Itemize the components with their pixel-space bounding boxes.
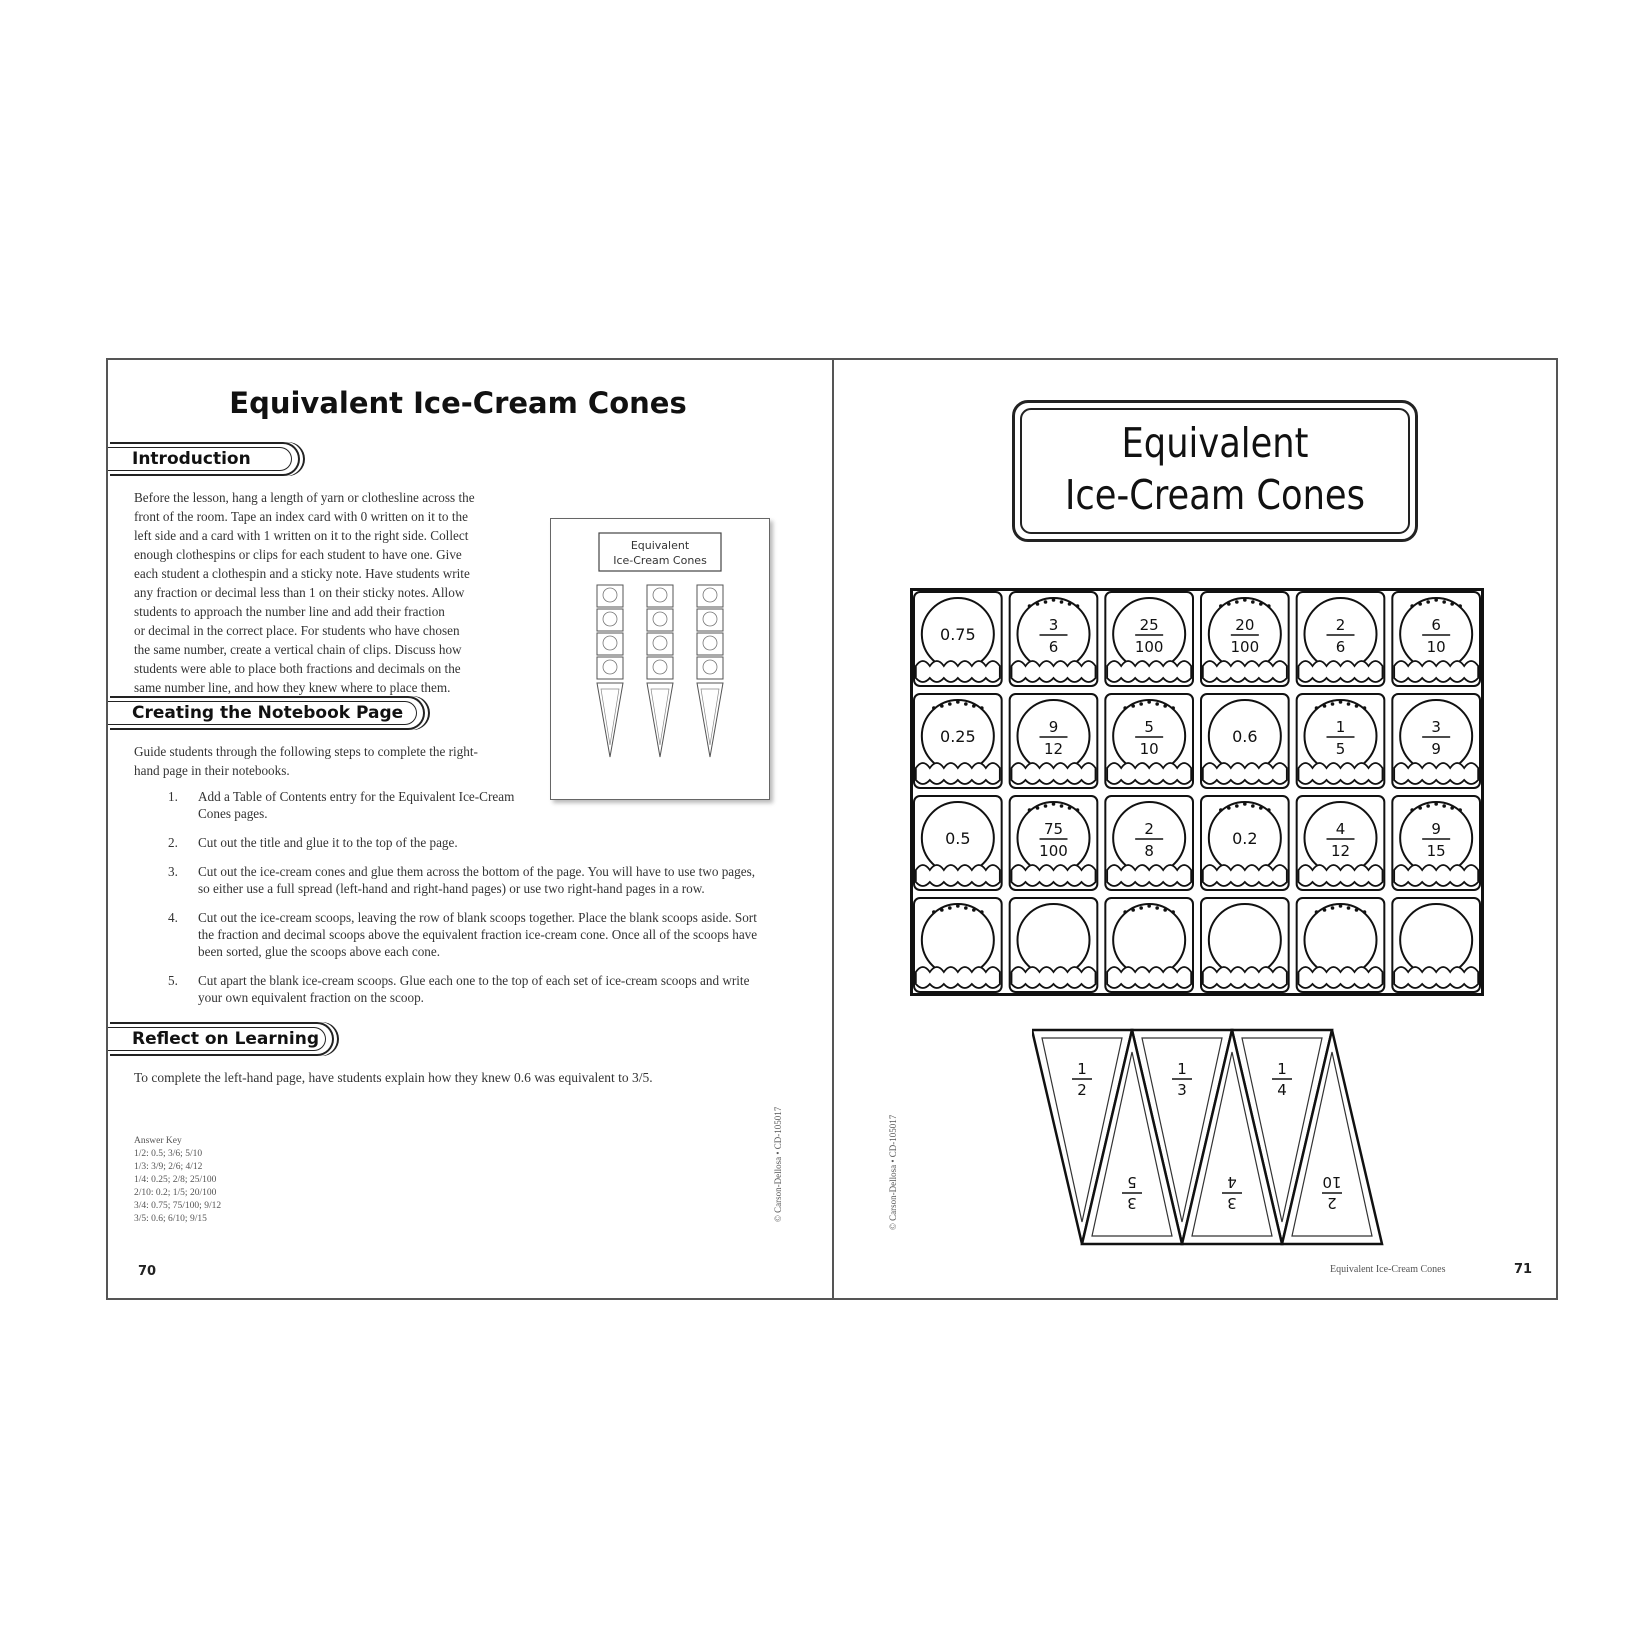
cone-denominator: 4: [1227, 1173, 1237, 1191]
cone-denominator: 3: [1177, 1081, 1187, 1099]
scoop-card: [1392, 898, 1480, 992]
intro-line: Before the lesson, hang a length of yarn or clothesline across the: [134, 490, 475, 505]
sprinkle: [1131, 704, 1135, 708]
thumbnail-cone: [647, 683, 673, 757]
numerator: 5: [1144, 718, 1154, 736]
numerator: 6: [1431, 616, 1441, 634]
step-item: [168, 909, 768, 960]
sprinkle: [1036, 806, 1040, 810]
sprinkle: [956, 904, 960, 908]
scoop-ball: [1018, 598, 1090, 670]
denominator: 100: [1230, 638, 1260, 656]
intro-line: front of the room. Tape an index card with 0 written on it to the: [134, 509, 468, 524]
scoop-card: [914, 796, 1002, 890]
cone-numerator: 1: [1177, 1060, 1187, 1078]
sprinkle: [1155, 702, 1159, 706]
numerator: 2: [1335, 616, 1346, 634]
thumbnail-title-1: Equivalent: [630, 539, 690, 552]
denominator: 9: [1431, 740, 1441, 758]
cone-denominator: 4: [1277, 1081, 1287, 1099]
scoop-card: [1105, 592, 1193, 686]
sprinkle: [980, 910, 984, 914]
sprinkle: [1450, 602, 1454, 606]
sprinkle: [932, 706, 936, 710]
denominator: 12: [1330, 842, 1351, 860]
answer-key-line: 1/3: 3/9; 2/6; 4/12: [134, 1162, 203, 1172]
sprinkle: [1219, 808, 1223, 812]
sprinkle: [1044, 600, 1048, 604]
answer-key-line: 1/4: 0.25; 2/8; 25/100: [134, 1175, 217, 1185]
sprinkle: [1442, 600, 1446, 604]
scoop-ball: [1209, 598, 1281, 670]
left-page: [108, 360, 834, 1298]
sprinkle: [1243, 802, 1247, 806]
sprinkle: [1355, 704, 1359, 708]
decimal-label: 0.2: [1232, 829, 1258, 848]
scoop-ball: [1305, 904, 1377, 976]
decimal-label: 0.6: [1232, 727, 1258, 746]
scoop-ball: [1305, 598, 1377, 670]
reflect-heading: Reflect on Learning: [132, 1029, 319, 1049]
step-number: 2.: [168, 835, 178, 850]
numerator: 9: [1431, 820, 1441, 838]
sprinkle: [1251, 600, 1255, 604]
sprinkle: [1068, 602, 1072, 606]
scoop-card: [1297, 694, 1385, 788]
intro-line: the same number, create a vertical chain of clips. Discuss how: [134, 642, 462, 657]
sprinkle: [1068, 806, 1072, 810]
denominator: 100: [1134, 638, 1164, 656]
copyright-right: © Carson-Dellosa • CD-105017: [888, 1114, 898, 1230]
numerator: 2: [1144, 820, 1154, 838]
sprinkle: [1323, 704, 1327, 708]
sprinkle: [1434, 802, 1438, 806]
step-number: 4.: [168, 910, 178, 925]
step-number: 5.: [168, 973, 178, 988]
creating-heading-tab: [110, 696, 425, 730]
sprinkle: [1331, 702, 1335, 706]
scoop-card: [1201, 796, 1289, 890]
denominator: 6: [1335, 638, 1346, 656]
scoop-ball: [1018, 904, 1090, 976]
cone-denominator: 5: [1127, 1173, 1137, 1191]
scoop-card: [1297, 898, 1385, 992]
denominator: 10: [1426, 638, 1446, 656]
denominator: 8: [1144, 842, 1154, 860]
scoop-card: [1392, 796, 1480, 890]
decimal-label: 0.75: [940, 625, 976, 644]
cone-numerator: 2: [1327, 1194, 1337, 1212]
answer-key-line: 2/10: 0.2; 1/5; 20/100: [134, 1188, 217, 1198]
answer-key-line: 1/2: 0.5; 3/6; 5/10: [134, 1149, 203, 1159]
scoop-ball: [1305, 802, 1377, 874]
step-number: 3.: [168, 864, 178, 879]
step-item: [168, 972, 768, 1006]
sprinkle: [1036, 602, 1040, 606]
right-page: [834, 360, 1556, 1298]
intro-line: enough clothespins or clips for each student to have one. Give: [134, 547, 462, 562]
sprinkle: [1139, 906, 1143, 910]
sprinkle: [1147, 904, 1151, 908]
numerator: 3: [1431, 718, 1441, 736]
scoop-card: [1297, 796, 1385, 890]
sprinkle: [1315, 910, 1319, 914]
sprinkle: [1315, 706, 1319, 710]
scoop-ball: [1305, 700, 1377, 772]
sprinkle: [940, 704, 944, 708]
scoop-card: [1297, 592, 1385, 686]
page-number-right: 71: [1514, 1262, 1533, 1277]
sprinkle: [1410, 604, 1414, 608]
scoop-ball: [1400, 700, 1472, 772]
step-text: Add a Table of Contents entry for the Equivalent Ice-Cream Cones pages.: [198, 789, 515, 821]
creating-heading: Creating the Notebook Page: [132, 703, 404, 723]
intro-heading: Introduction: [132, 449, 251, 469]
sprinkle: [948, 702, 952, 706]
sprinkle: [1052, 802, 1056, 806]
scoop-ball: [1400, 802, 1472, 874]
creating-line: hand page in their notebooks.: [134, 763, 290, 778]
sprinkle: [948, 906, 952, 910]
sprinkle: [1227, 602, 1231, 606]
sprinkle: [940, 908, 944, 912]
sprinkle: [1251, 804, 1255, 808]
sprinkle: [1339, 700, 1343, 704]
intro-line: any fraction or decimal less than 1 on their sticky notes. Allow: [134, 585, 465, 600]
sprinkle: [1347, 702, 1351, 706]
sprinkle: [1267, 604, 1271, 608]
sprinkle: [1139, 702, 1143, 706]
sprinkle: [1243, 598, 1247, 602]
intro-line: each student a clothespin and a sticky note. Have students write: [134, 566, 470, 581]
numerator: 1: [1335, 718, 1346, 736]
scoop-card: [1392, 592, 1480, 686]
thumbnail-title-2: Ice-Cream Cones: [613, 554, 707, 567]
scoop-ball: [1018, 700, 1090, 772]
sprinkle: [1323, 908, 1327, 912]
thumbnail-stack: [597, 585, 623, 757]
sprinkle: [972, 908, 976, 912]
sprinkle: [1355, 908, 1359, 912]
cone-denominator: 2: [1077, 1081, 1087, 1099]
scoop-ball: [922, 904, 994, 976]
cone-denominator: 10: [1322, 1173, 1342, 1191]
scoop-card: [1105, 694, 1193, 788]
sprinkle: [1227, 806, 1231, 810]
sprinkle: [956, 700, 960, 704]
sprinkle: [1434, 598, 1438, 602]
scoop-card: [1392, 694, 1480, 788]
sprinkle: [1339, 904, 1343, 908]
cone-numerator: 1: [1277, 1060, 1287, 1078]
sprinkle: [1123, 706, 1127, 710]
sprinkle: [1458, 808, 1462, 812]
thumbnail-illustration: [551, 519, 769, 799]
sprinkle: [1147, 700, 1151, 704]
intro-line: same number line, and how they knew where to place them.: [134, 680, 451, 695]
sprinkle: [964, 702, 968, 706]
step-item: [168, 834, 768, 851]
numerator: 25: [1139, 616, 1159, 634]
cone-numerator: 3: [1227, 1194, 1237, 1212]
scoop-card: [914, 592, 1002, 686]
denominator: 6: [1048, 638, 1059, 656]
sprinkle: [1259, 806, 1263, 810]
intro-line: left side and a card with 1 written on it to the right side. Collect: [134, 528, 469, 543]
denominator: 10: [1139, 740, 1159, 758]
thumbnail-cone: [697, 683, 723, 757]
denominator: 100: [1039, 842, 1068, 860]
scoop-ball: [1209, 904, 1281, 976]
sprinkle: [1458, 604, 1462, 608]
page-title: Equivalent Ice-Cream Cones: [229, 386, 687, 420]
intro-paragraph: [134, 488, 534, 697]
running-head: Equivalent Ice-Cream Cones: [1330, 1264, 1446, 1275]
sprinkle: [1076, 604, 1080, 608]
scoop-card: [1201, 592, 1289, 686]
sprinkle: [1426, 804, 1430, 808]
sprinkle: [1418, 602, 1422, 606]
scoop-card: [1010, 694, 1098, 788]
answer-key-line: 3/4: 0.75; 75/100; 9/12: [134, 1201, 222, 1211]
numerator: 9: [1048, 718, 1059, 736]
step-item: [168, 788, 768, 822]
sprinkle: [1171, 706, 1175, 710]
scoop-ball: [1400, 598, 1472, 670]
sprinkle: [1123, 910, 1127, 914]
sprinkle: [1028, 604, 1032, 608]
sprinkle: [1363, 910, 1367, 914]
thumbnail-cone: [597, 683, 623, 757]
sprinkle: [1171, 910, 1175, 914]
scoop-card: [1105, 796, 1193, 890]
sprinkle: [1052, 598, 1056, 602]
sprinkle: [1331, 906, 1335, 910]
scoop-card: [1010, 898, 1098, 992]
denominator: 15: [1426, 842, 1446, 860]
cone-numerator: 3: [1127, 1194, 1137, 1212]
step-text: Cut out the ice-cream cones and glue them across the bottom of the page. You will have to use two pages, so either use a full spread (left-hand and right-hand pages) or use two right-hand pages in a row.: [198, 864, 756, 896]
scoop-card: [1010, 796, 1098, 890]
sprinkle: [1347, 906, 1351, 910]
scoop-card: [914, 694, 1002, 788]
intro-heading-tab: [110, 442, 300, 476]
copyright-left: © Carson-Dellosa • CD-105017: [773, 1106, 783, 1222]
scoop-card: [1201, 694, 1289, 788]
banner-line-2: Ice-Cream Cones: [1064, 471, 1366, 519]
sprinkle: [980, 706, 984, 710]
sprinkle: [1060, 804, 1064, 808]
page-number-left: 70: [138, 1264, 157, 1279]
cone-strip: [1032, 1026, 1392, 1246]
sprinkle: [1418, 806, 1422, 810]
sprinkle: [1076, 808, 1080, 812]
answer-key: [134, 1135, 221, 1226]
sprinkle: [1131, 908, 1135, 912]
decimal-label: 0.25: [940, 727, 976, 746]
thumbnail-stack: [647, 585, 673, 757]
answer-key-heading: Answer Key: [134, 1136, 182, 1146]
creating-paragraph: [134, 742, 554, 780]
scoop-card: [914, 898, 1002, 992]
sprinkle: [1163, 908, 1167, 912]
sprinkle: [1426, 600, 1430, 604]
cone-numerator: 1: [1077, 1060, 1087, 1078]
notebook-spread: [106, 358, 1558, 1300]
sprinkle: [1267, 808, 1271, 812]
numerator: 75: [1043, 820, 1064, 838]
sprinkle: [932, 910, 936, 914]
notebook-thumbnail: [550, 518, 770, 800]
sprinkle: [964, 906, 968, 910]
intro-line: students were able to place both fractions and decimals on the: [134, 661, 461, 676]
creating-line: Guide students through the following steps to complete the right-: [134, 744, 478, 759]
banner-line-1: Equivalent: [1121, 419, 1309, 467]
scoop-ball: [1113, 904, 1185, 976]
sprinkle: [1410, 808, 1414, 812]
sprinkle: [1363, 706, 1367, 710]
scoop-card: [1105, 898, 1193, 992]
step-number: 1.: [168, 789, 178, 804]
denominator: 12: [1043, 740, 1064, 758]
scoop-grid: [910, 588, 1484, 996]
denominator: 5: [1335, 740, 1346, 758]
decimal-label: 0.5: [945, 829, 971, 848]
sprinkle: [1259, 602, 1263, 606]
sprinkle: [1442, 804, 1446, 808]
scoop-ball: [1113, 700, 1185, 772]
scoop-ball: [1018, 802, 1090, 874]
intro-line: or decimal in the correct place. For students who have chosen: [134, 623, 460, 638]
step-text: Cut out the title and glue it to the top of the page.: [198, 835, 458, 850]
scoop-ball: [1113, 598, 1185, 670]
sprinkle: [1235, 804, 1239, 808]
reflect-heading-tab: [110, 1022, 334, 1056]
scoop-card: [1010, 592, 1098, 686]
steps-list: [168, 788, 768, 1018]
scoop-card: [1201, 898, 1289, 992]
reflect-text: To complete the left-hand page, have students explain how they knew 0.6 was equivalent to 3/5.: [134, 1070, 653, 1085]
title-banner: [1012, 400, 1418, 542]
intro-line: students to approach the number line and add their fraction: [134, 604, 445, 619]
step-item: [168, 863, 768, 897]
step-text: Cut out the ice-cream scoops, leaving the row of blank scoops together. Place the blank scoops aside. Sort the fraction and decimal scoops above the equivalent fraction ice-cream cone. Once all of the scoops have been sorted, glue the scoops above each cone.: [198, 910, 758, 959]
sprinkle: [1450, 806, 1454, 810]
sprinkle: [1044, 804, 1048, 808]
numerator: 20: [1235, 616, 1255, 634]
numerator: 3: [1048, 616, 1059, 634]
scoop-ball: [1400, 904, 1472, 976]
sprinkle: [1235, 600, 1239, 604]
scoop-ball: [1113, 802, 1185, 874]
sprinkle: [972, 704, 976, 708]
answer-key-line: 3/5: 0.6; 6/10; 9/15: [134, 1214, 207, 1224]
sprinkle: [1219, 604, 1223, 608]
numerator: 4: [1335, 820, 1346, 838]
step-text: Cut apart the blank ice-cream scoops. Glue each one to the top of each set of ice-cream scoops and write your own equivalent fraction on the scoop.: [198, 973, 750, 1005]
sprinkle: [1060, 600, 1064, 604]
sprinkle: [1028, 808, 1032, 812]
sprinkle: [1155, 906, 1159, 910]
sprinkle: [1163, 704, 1167, 708]
thumbnail-stack: [697, 585, 723, 757]
